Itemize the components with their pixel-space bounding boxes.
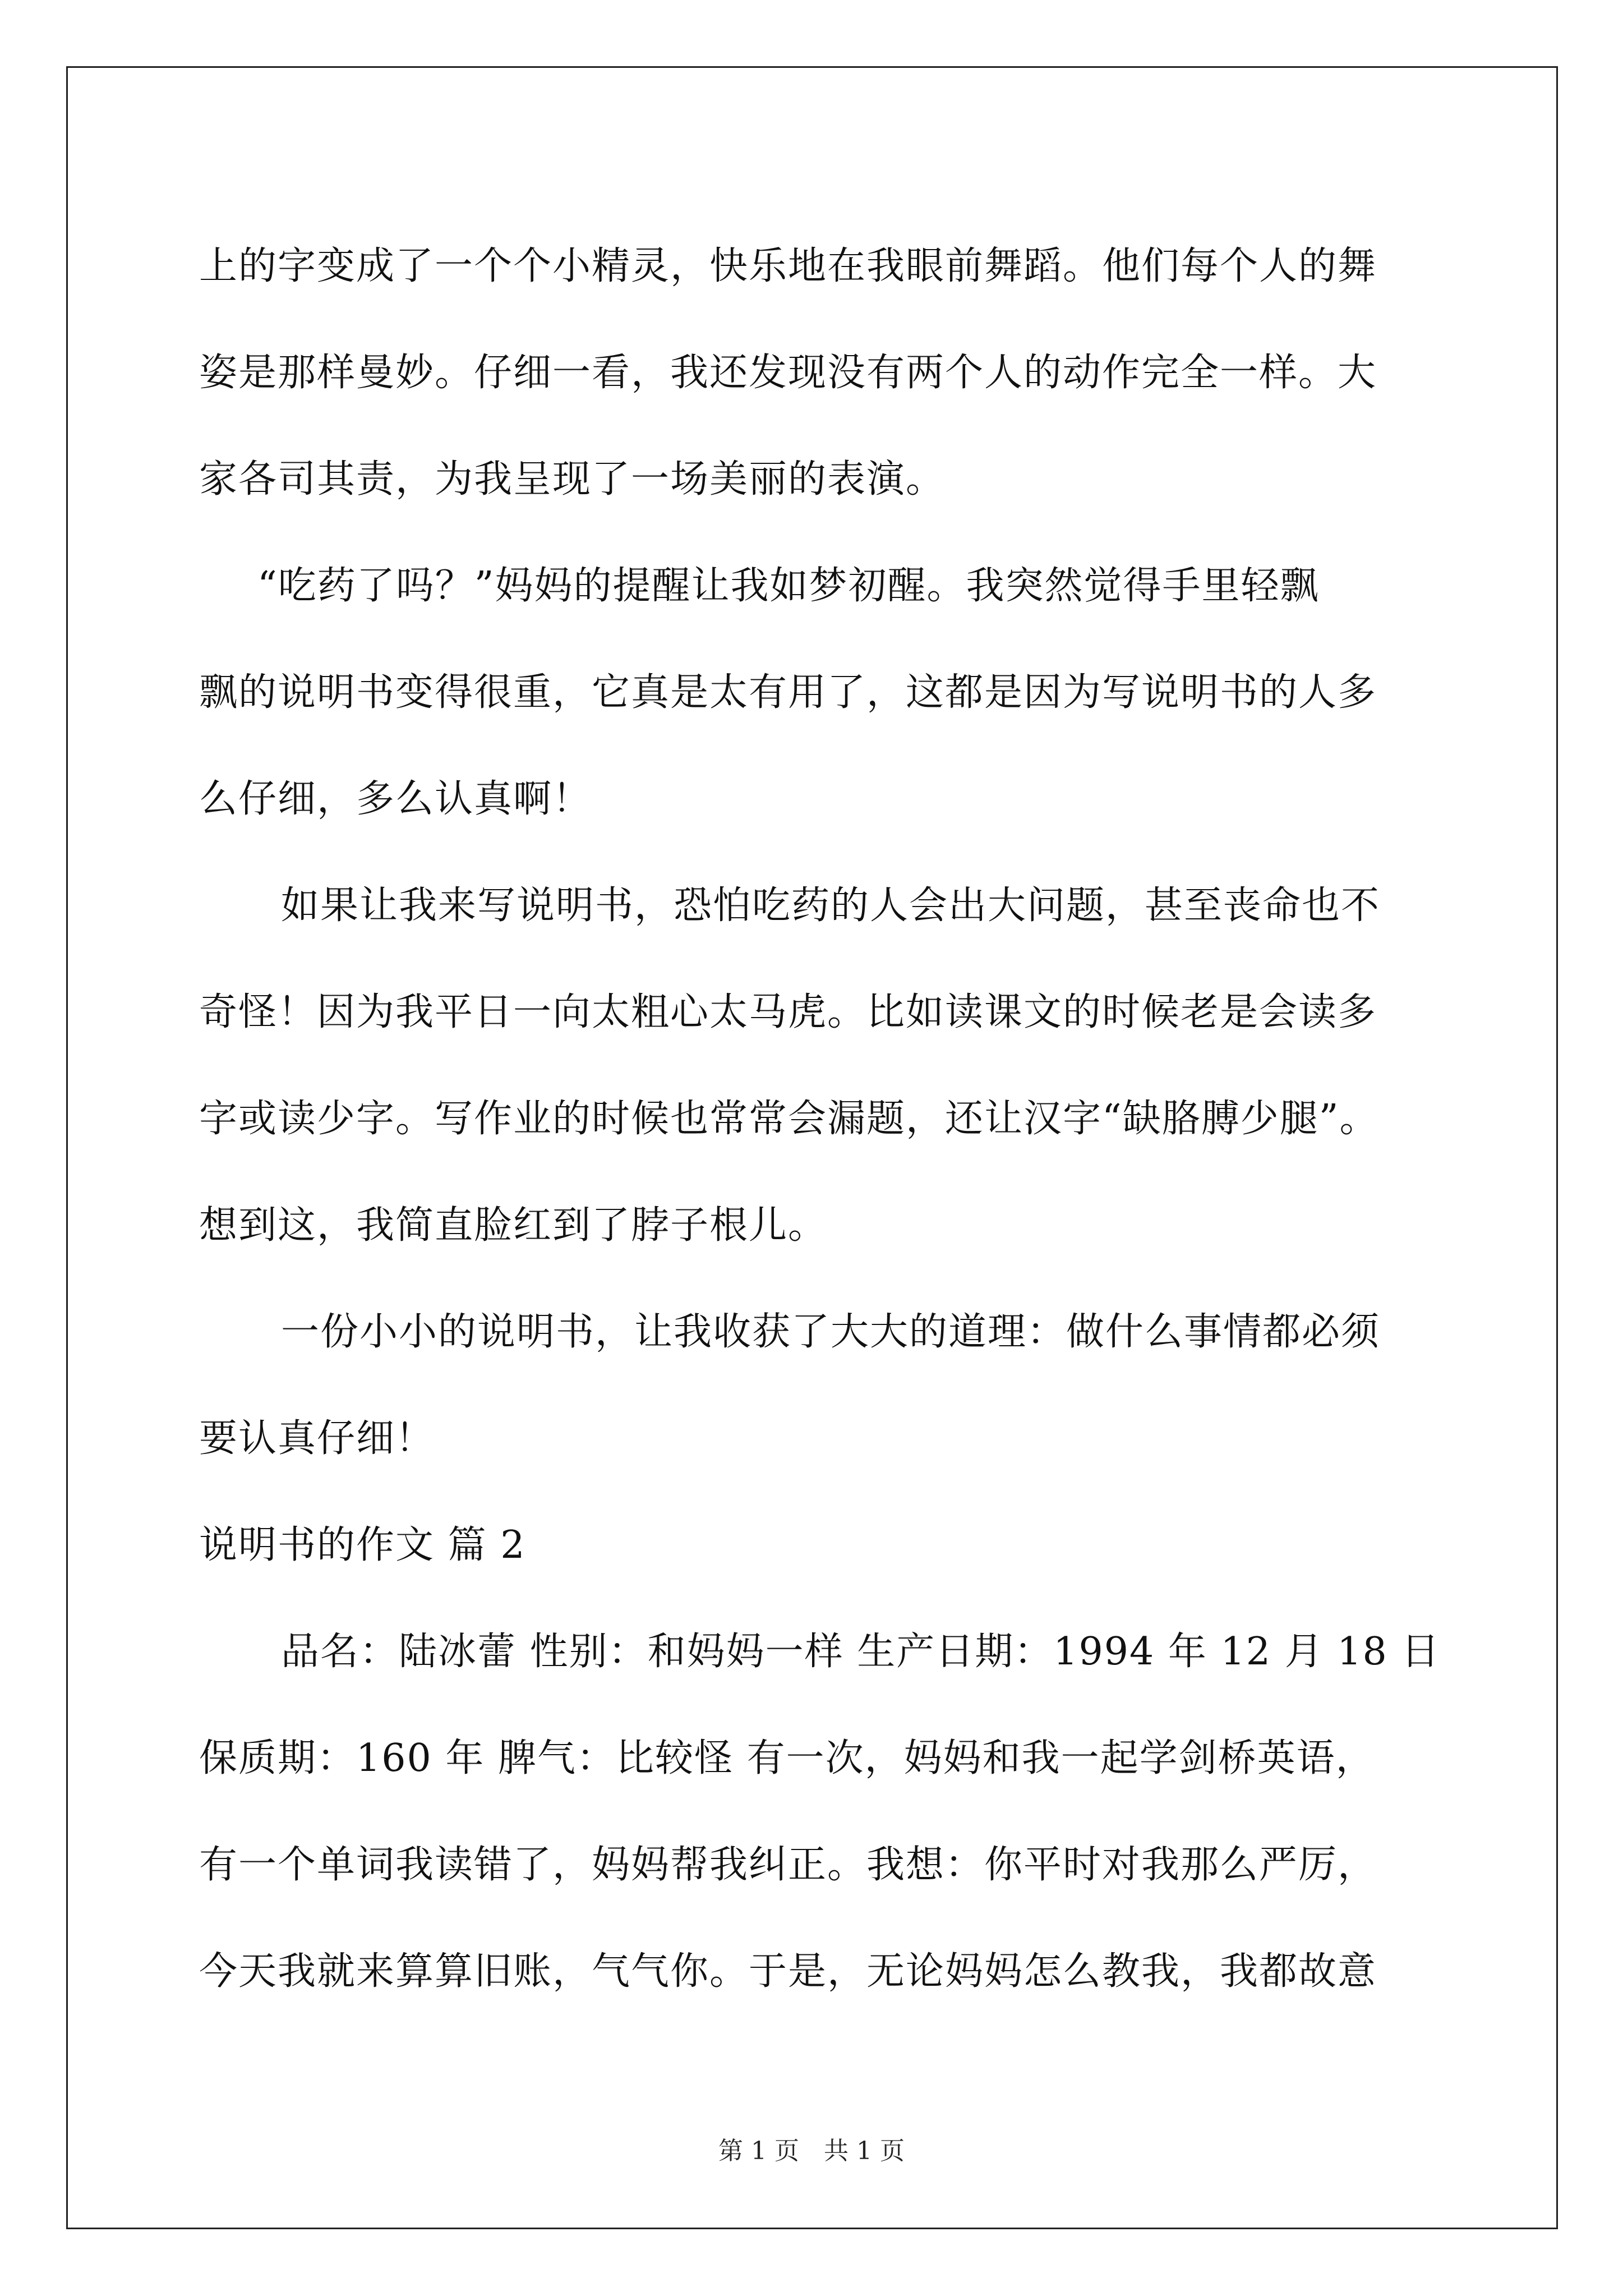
body-line: 如果让我来写说明书，恐怕吃药的人会出大问题，甚至丧命也不 xyxy=(281,884,1381,928)
body-line: 一份小小的说明书，让我收获了大大的道理：做什么事情都必须 xyxy=(281,1310,1381,1354)
body-line: 保质期：160 年 脾气：比较怪 有一次，妈妈和我一起学剑桥英语， xyxy=(199,1736,1375,1780)
document-body xyxy=(199,213,1455,2025)
body-line: 奇怪！因为我平日一向太粗心太马虎。比如读课文的时候老是会读多 xyxy=(199,990,1377,1034)
body-line: “吃药了吗？”妈妈的提醒让我如梦初醒。我突然觉得手里轻飘 xyxy=(257,564,1320,608)
body-line: 想到这，我简直脸红到了脖子根儿。 xyxy=(199,1203,828,1248)
section-heading: 说明书的作文 篇 2 xyxy=(199,1523,526,1567)
body-line: 么仔细，多么认真啊！ xyxy=(199,777,592,821)
body-line: 姿是那样曼妙。仔细一看，我还发现没有两个人的动作完全一样。大 xyxy=(199,351,1377,395)
body-line: 家各司其责，为我呈现了一场美丽的表演。 xyxy=(199,457,946,501)
body-line: 今天我就来算算旧账，气气你。于是，无论妈妈怎么教我，我都故意 xyxy=(199,1949,1377,1994)
page-number-footer: 第 1 页 共 1 页 xyxy=(718,2137,905,2165)
body-line: 上的字变成了一个个小精灵，快乐地在我眼前舞蹈。他们每个人的舞 xyxy=(199,244,1377,288)
body-line: 飘的说明书变得很重，它真是太有用了，这都是因为写说明书的人多 xyxy=(199,670,1377,715)
body-line: 要认真仔细！ xyxy=(199,1416,435,1461)
body-line: 品名：陆冰蕾 性别：和妈妈一样 生产日期：1994 年 12 月 18 日 xyxy=(281,1630,1441,1674)
body-line: 有一个单词我读错了，妈妈帮我纠正。我想：你平时对我那么严厉， xyxy=(199,1843,1377,1887)
body-line: 字或读少字。写作业的时候也常常会漏题，还让汉字“缺胳膊少腿”。 xyxy=(199,1097,1379,1141)
